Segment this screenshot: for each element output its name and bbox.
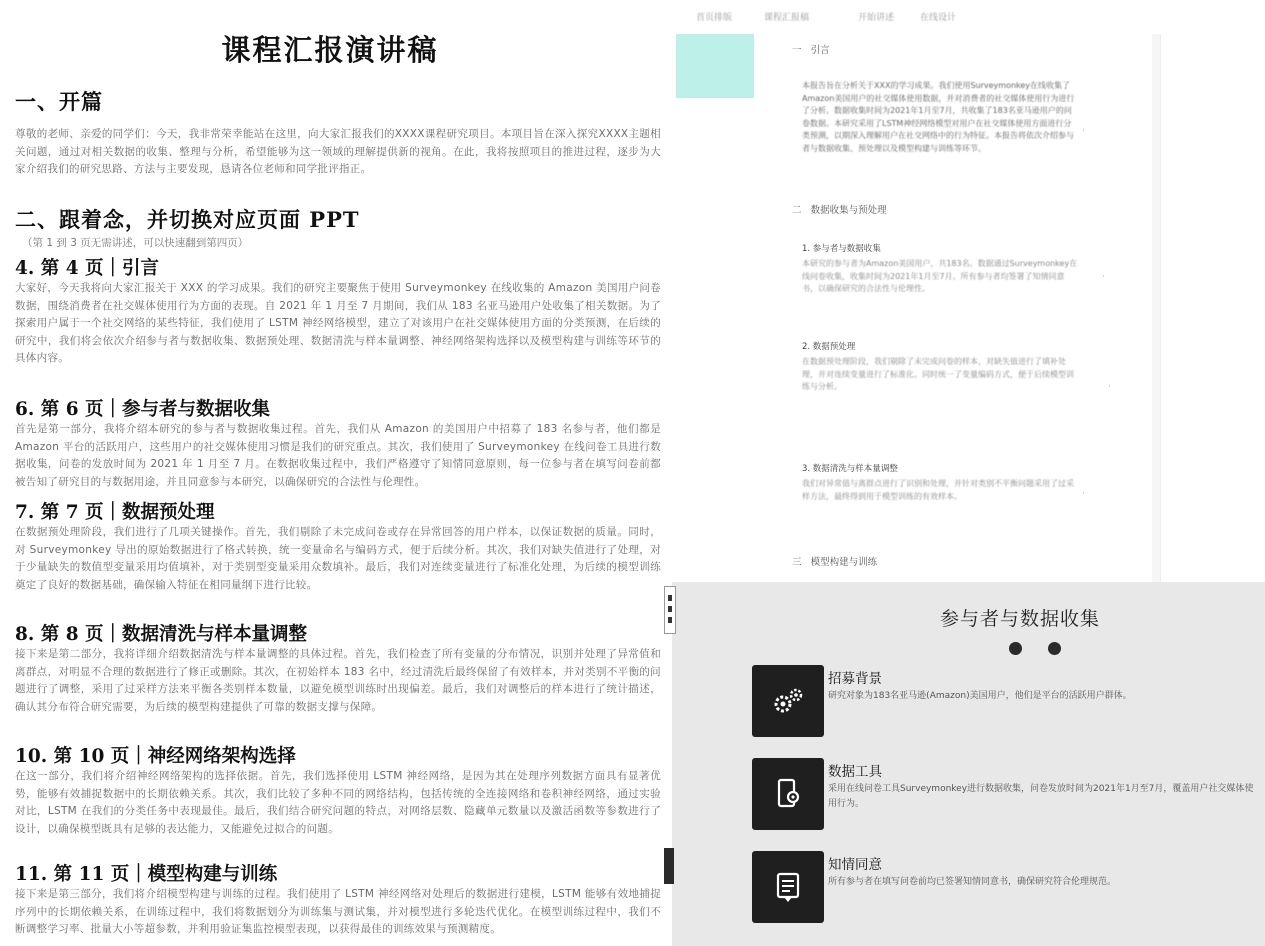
heading-page-6: 6. 第 6 页｜参与者与数据收集 bbox=[15, 399, 271, 420]
top-nav bbox=[672, 0, 1265, 34]
outline-subsection-3[interactable]: 3. 数据清洗与样本量调整 bbox=[802, 464, 898, 474]
section-title: 引言 bbox=[810, 45, 830, 56]
paragraph-opening: 尊敬的老师、亲爱的同学们：今天，我非常荣幸能站在这里，向大家汇报我们的XXXX课程研究项目。本项目旨在深入探究XXXX主题相关问题，通过对相关数据的收集、整理与分析，希望能够为这一领域的理解提供新的视角。在此，我将按照项目的推进过程，逐步为大家介绍我们的研究思路、方法与主要发现，恳请各位老师和同学批评指正。 bbox=[15, 128, 661, 175]
slide-item-recruitment bbox=[752, 665, 1257, 737]
preview-card bbox=[1160, 34, 1265, 582]
slide-preview bbox=[672, 582, 1265, 946]
nav-item-layout[interactable]: 首页排版 bbox=[696, 13, 733, 23]
heading-follow-along: 二、跟着念，并切换对应页面 PPT bbox=[15, 207, 360, 232]
gears-icon bbox=[752, 665, 824, 737]
outline-subsection-2[interactable]: 2. 数据预处理 bbox=[802, 342, 856, 352]
phone-settings-icon bbox=[752, 758, 824, 830]
slide-item-heading: 知情同意 bbox=[828, 857, 882, 873]
grip-dot bbox=[668, 617, 672, 623]
document-icon bbox=[752, 851, 824, 923]
heading-page-7: 7. 第 7 页｜数据预处理 bbox=[15, 502, 215, 523]
section-number: 三 bbox=[792, 557, 802, 568]
outline-subsection-1-text: 本研究的参与者为Amazon美国用户，共183名。数据通过Surveymonkey在线问卷收集，收集时间为2021年1月至7月。所有参与者均签署了知情同意书，以确保研究的合法性与伦理性。 bbox=[802, 259, 1078, 293]
outline-panel bbox=[672, 34, 1265, 582]
side-marker: · bbox=[1082, 126, 1085, 136]
paragraph-page-7: 在数据预处理阶段，我们进行了几项关键操作。首先，我们剔除了未完成问卷或存在异常回答的用户样本，以保证数据的质量。同时，对 Surveymonkey 导出的原始数据进行了格式转换，统一变量命名与编码方式，便于后续分析。其次，我们对缺失值进行了处理，对于少量缺失的数值型变量采用均值填补，对于类别型变量采用众数填补。最后，我们对连续变量进行了标准化处理，为后续的模型训练奠定了良好的数据基础，确保输入特征在相同量纲下进行比较。 bbox=[15, 526, 661, 591]
slide-item-heading: 招募背景 bbox=[828, 671, 882, 687]
scrollbar-thumb[interactable] bbox=[664, 848, 674, 884]
section-number: 二 bbox=[792, 205, 802, 216]
heading-page-10: 10. 第 10 页｜神经网络架构选择 bbox=[15, 746, 296, 767]
heading-page-11: 11. 第 11 页｜模型构建与训练 bbox=[15, 864, 278, 885]
paragraph-page-4: 大家好，今天我将向大家汇报关于 XXX 的学习成果。我们的研究主要聚焦于使用 Surveymonkey 在线收集的 Amazon 美国用户问卷数据，围绕消费者在社交媒体使用行为方面的表现。自 2021 年 1 月至 7 月期间，我们从 183 名亚马逊用户处收集了相关数据。为了探索用户属于一个社交网络的某些特征，我们使用了 LSTM 神经网络模型，建立了对该用户在社交媒体使用方面的分类预测，在后续的研究中，我们将会依次介绍参与者与数据收集、数据预处理、数据清洗与样本量调整、神经网络架构选择以及模型构建与训练等环节的具体内容。 bbox=[15, 282, 661, 364]
outline-subsection-1[interactable]: 1. 参与者与数据收集 bbox=[802, 244, 881, 254]
pager-dot[interactable] bbox=[1048, 642, 1061, 655]
outline-section-1[interactable] bbox=[792, 42, 830, 56]
outline-intro-text: 本报告旨在分析关于XXX的学习成果。我们使用Surveymonkey在线收集了Amazon美国用户的社交媒体使用数据，并对消费者的社交媒体使用行为进行了分析。数据收集时间为2021年1月至7月，共收集了183名亚马逊用户的问卷数据。本研究采用了LSTM神经网络模型对用户在社交媒体使用方面进行分类预测，以期深入理解用户在社交网络中的行为特征。本报告将依次介绍参与者与数据收集、预处理以及模型构建与训练等环节。 bbox=[802, 81, 1075, 153]
paragraph-page-6: 首先是第一部分，我将介绍本研究的参与者与数据收集过程。首先，我们从 Amazon 的美国用户中招募了 183 名参与者，他们都是 Amazon 平台的活跃用户，这些用户的社交媒体使用习惯是我们的研究重点。其次，我们使用了 Surveymonkey 在线问卷工具进行数据收集，问卷的发放时间为 2021 年 1 月至 7 月。在数据收集过程中，我们严格遵守了知情同意原则，每一位参与者在填写问卷前都被告知了研究目的与数据用途，并且同意参与本研究，以确保研究的合法性与伦理性。 bbox=[15, 423, 661, 488]
section-title: 模型构建与训练 bbox=[810, 557, 878, 568]
slide-item-desc: 所有参与者在填写问卷前均已签署知情同意书，确保研究符合伦理规范。 bbox=[828, 877, 1117, 887]
outline-subsection-2-text: 在数据预处理阶段，我们剔除了未完成问卷的样本，对缺失值进行了填补处理，并对连续变量进行了标准化。同时统一了变量编码方式，便于后续模型训练与分析。 bbox=[802, 357, 1074, 391]
outline-section-2[interactable] bbox=[792, 202, 887, 216]
panel-splitter-handle[interactable] bbox=[664, 586, 676, 634]
section-title: 数据收集与预处理 bbox=[810, 205, 887, 216]
pager-dot[interactable] bbox=[1009, 642, 1022, 655]
accent-block bbox=[676, 34, 754, 98]
slide-item-tools bbox=[752, 758, 1257, 830]
document-title: 课程汇报演讲稿 bbox=[221, 33, 439, 67]
slide-item-heading: 数据工具 bbox=[828, 764, 882, 780]
paragraph-page-10: 在这一部分，我们将介绍神经网络架构的选择依据。首先，我们选择使用 LSTM 神经网络，是因为其在处理序列数据方面具有显著优势，能够有效捕捉数据中的长期依赖关系。其次，我们比较了多种不同的网络结构，包括传统的全连接网络和卷积神经网络，通过实验对比，LSTM 在我们的分类任务中表现最佳。最后，我们结合研究问题的特点，对网络层数、隐藏单元数量以及激活函数等参数进行了设计，以确保模型既具有足够的表达能力，又能避免过拟合的问题。 bbox=[15, 770, 661, 835]
right-rail bbox=[1152, 34, 1265, 582]
section-number: 一 bbox=[792, 45, 802, 56]
grip-dot bbox=[668, 595, 672, 601]
heading-page-8: 8. 第 8 页｜数据清洗与样本量调整 bbox=[15, 624, 308, 645]
side-marker: · bbox=[1082, 489, 1085, 499]
paragraph-page-11: 接下来是第三部分，我们将介绍模型构建与训练的过程。我们使用了 LSTM 神经网络对处理后的数据进行建模，LSTM 能够有效地捕捉序列中的长期依赖关系，在训练过程中，我们将数据划分为训练集与测试集，并对模型进行多轮迭代优化。在模型训练过程中，我们不断调整学习率、批量大小等超参数，并利用验证集监控模型表现，以获得最佳的训练效果与预测精度。 bbox=[15, 888, 661, 935]
slide-item-consent bbox=[752, 851, 1257, 923]
outline-subsection-3-text: 我们对异常值与离群点进行了识别和处理，并针对类别不平衡问题采用了过采样方法，最终得到用于模型训练的有效样本。 bbox=[802, 479, 1074, 501]
nav-item-design[interactable]: 在线设计 bbox=[920, 13, 957, 23]
heading-opening: 一、开篇 bbox=[15, 89, 103, 114]
paragraph-page-8: 接下来是第二部分，我将详细介绍数据清洗与样本量调整的具体过程。首先，我们检查了所有变量的分布情况，识别并处理了异常值和离群点，对明显不合理的数据进行了修正或删除。其次，在初始样本 183 名中，经过清洗后最终保留了有效样本，并对类别不平衡的问题进行了调整，采用了过采样方法来平衡各类别样本数量，以避免模型训练时出现偏差。最后，我们对调整后的样本进行了统计描述，确认其分布符合研究需要，为后续的模型构建提供了可靠的数据支撑与保障。 bbox=[15, 648, 661, 713]
nav-item-start[interactable]: 开始讲述 bbox=[858, 13, 895, 23]
side-marker: · bbox=[1108, 382, 1111, 392]
grip-dot bbox=[668, 606, 672, 612]
heading-page-4: 4. 第 4 页｜引言 bbox=[15, 258, 160, 279]
outline-section-3[interactable] bbox=[792, 554, 877, 568]
slide-item-desc: 采用在线问卷工具Surveymonkey进行数据收集，问卷发放时间为2021年1月至7月，覆盖用户社交媒体使用行为。 bbox=[828, 784, 1254, 809]
slide-item-desc: 研究对象为183名亚马逊(Amazon)美国用户，他们是平台的活跃用户群体。 bbox=[828, 691, 1132, 701]
side-marker: · bbox=[1102, 272, 1105, 282]
slide-title: 参与者与数据收集 bbox=[939, 608, 1100, 630]
note-skip-pages: （第 1 到 3 页无需讲述，可以快速翻到第四页） bbox=[22, 237, 249, 249]
nav-item-report[interactable]: 课程汇报稿 bbox=[764, 13, 810, 23]
